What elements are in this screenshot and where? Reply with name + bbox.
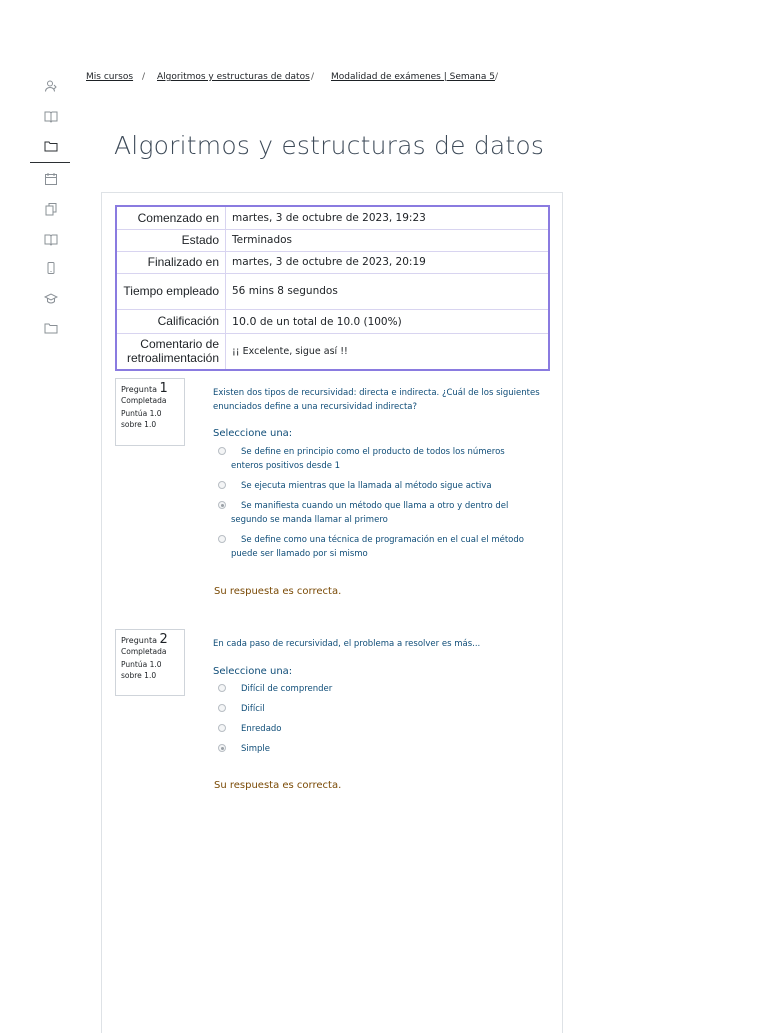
radio-button-checked[interactable] [218, 501, 226, 509]
summary-row-time [117, 273, 548, 309]
answer-option[interactable]: Difícil de comprender [218, 682, 538, 696]
answer-option[interactable]: Se define en principio como el producto de todos los números enteros positivos desde 1 [218, 445, 538, 473]
breadcrumb-separator: / [495, 72, 499, 82]
answer-option[interactable]: Se define como una técnica de programación en el cual el método puede ser llamado por si mismo [218, 533, 538, 561]
book-icon[interactable] [44, 232, 58, 246]
folder-icon[interactable] [44, 139, 58, 153]
summary-row-feedback [117, 333, 548, 369]
copy-icon[interactable] [44, 202, 58, 216]
summary-value: martes, 3 de octubre de 2023, 20:19 [226, 251, 549, 273]
question-score: Puntúa 1.0 sobre 1.0 [121, 409, 162, 429]
page-title: Algoritmos y estructuras de datos [114, 131, 545, 160]
graduation-cap-icon[interactable] [44, 291, 58, 305]
book-icon[interactable] [44, 109, 58, 123]
radio-button-checked[interactable] [218, 744, 226, 752]
breadcrumb-item-mis-cursos[interactable]: Mis cursos [86, 72, 134, 82]
summary-row-started [117, 207, 548, 229]
question-info-box [115, 629, 185, 696]
summary-value: ¡¡ Excelente, sigue así !! [226, 333, 549, 369]
summary-row-state [117, 229, 548, 251]
question-info-box [115, 378, 185, 446]
attempt-summary-table [115, 205, 550, 371]
question-text: En cada paso de recursividad, el problema a resolver es más... [213, 639, 481, 649]
phone-icon[interactable] [44, 261, 58, 275]
question-number: Pregunta 1 [121, 381, 168, 396]
answer-option-selected[interactable]: Se manifiesta cuando un método que llama a otro y dentro del segundo se manda llamar al primero [218, 499, 538, 527]
radio-button[interactable] [218, 704, 226, 712]
folder-icon[interactable] [44, 321, 58, 335]
summary-row-grade [117, 309, 548, 333]
grade-value: 10.0 [232, 314, 257, 328]
question-number: Pregunta 2 [121, 632, 168, 647]
question-state: Completada [121, 396, 167, 405]
select-one-prompt: Seleccione una: [213, 666, 293, 677]
question-state: Completada [121, 647, 167, 656]
question-text: Existen dos tipos de recursividad: directa e indirecta. ¿Cuál de los siguientes enunciados define a una recursividad indirecta? [213, 388, 540, 412]
question-score: Puntúa 1.0 sobre 1.0 [121, 660, 162, 680]
radio-button[interactable] [218, 684, 226, 692]
radio-button[interactable] [218, 481, 226, 489]
summary-label: Calificación [117, 309, 226, 333]
summary-label: Comentario de retroalimentación [117, 333, 226, 369]
summary-value: 56 mins 8 segundos [226, 273, 549, 309]
calendar-icon[interactable] [44, 172, 58, 186]
select-one-prompt: Seleccione una: [213, 428, 293, 439]
radio-button[interactable] [218, 447, 226, 455]
answer-option[interactable]: Enredado [218, 722, 538, 736]
summary-label: Comenzado en [117, 207, 226, 229]
grade-total: de un total de 10.0 (100%) [256, 315, 402, 328]
summary-value: martes, 3 de octubre de 2023, 19:23 [232, 211, 426, 224]
breadcrumb-item-course[interactable]: Algoritmos y estructuras de datos [157, 72, 310, 82]
question-feedback: Su respuesta es correcta. [214, 586, 342, 597]
summary-label: Finalizado en [117, 251, 226, 273]
breadcrumb-item-week[interactable]: Modalidad de exámenes | Semana 5 [331, 72, 495, 82]
user-icon[interactable] [44, 79, 58, 93]
radio-button[interactable] [218, 724, 226, 732]
question-feedback: Su respuesta es correcta. [214, 780, 342, 791]
breadcrumb-separator: / [311, 72, 315, 82]
breadcrumb-separator: / [142, 72, 146, 82]
summary-row-finished [117, 251, 548, 273]
summary-label: Tiempo empleado [117, 273, 226, 309]
active-indicator [30, 162, 70, 163]
summary-value [226, 309, 549, 333]
radio-button[interactable] [218, 535, 226, 543]
answer-option[interactable]: Difícil [218, 702, 538, 716]
summary-value: Terminados [226, 229, 549, 251]
answer-option-selected[interactable]: Simple [218, 742, 538, 756]
summary-label: Estado [117, 229, 226, 251]
answer-option[interactable]: Se ejecuta mientras que la llamada al método sigue activa [218, 479, 538, 493]
